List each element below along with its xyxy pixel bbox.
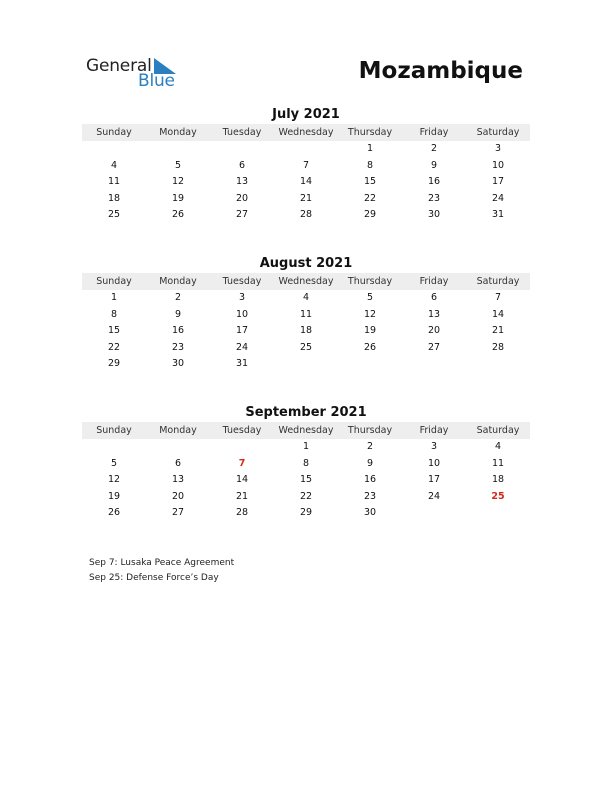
day-cell: 12 — [171, 176, 185, 188]
weekday-label: Saturday — [476, 425, 520, 436]
day-cell: 16 — [171, 325, 185, 337]
empty-day-cell — [402, 505, 466, 522]
weekday-label: Monday — [159, 127, 197, 138]
day-cell: 13 — [427, 308, 441, 320]
day-cell: 9 — [366, 457, 374, 469]
day-cell: 2 — [366, 441, 374, 452]
day-cell: 20 — [171, 490, 185, 502]
day-cell: 11 — [491, 457, 505, 469]
day-cell: 2 — [174, 292, 182, 303]
day-cell: 27 — [235, 209, 249, 221]
weekday-label: Monday — [159, 276, 197, 287]
day-cell: 30 — [427, 209, 441, 221]
day-cell: 3 — [238, 292, 246, 303]
day-cell: 7 — [494, 292, 502, 303]
day-cell: 11 — [107, 176, 121, 188]
day-cell: 28 — [491, 341, 505, 353]
day-cell: 31 — [235, 358, 249, 370]
day-cell: 29 — [107, 358, 121, 370]
week-row — [82, 489, 530, 506]
weekday-label: Tuesday — [222, 276, 262, 287]
day-cell: 23 — [427, 192, 441, 204]
day-cell: 15 — [299, 474, 313, 486]
day-cell: 9 — [430, 159, 438, 171]
weekday-header — [82, 124, 530, 141]
day-cell: 6 — [174, 457, 182, 469]
day-cell: 24 — [235, 341, 249, 353]
empty-day-cell — [274, 356, 338, 373]
day-cell: 21 — [491, 325, 505, 337]
week-row — [82, 323, 530, 340]
logo-text-blue: Blue — [138, 71, 175, 91]
weekday-label: Wednesday — [278, 127, 334, 138]
day-cell: 17 — [235, 325, 249, 337]
weekday-label: Friday — [419, 276, 449, 287]
day-cell: 5 — [174, 159, 182, 171]
day-cell: 12 — [363, 308, 377, 320]
empty-day-cell — [466, 505, 530, 522]
empty-day-cell — [82, 439, 146, 456]
empty-day-cell — [466, 356, 530, 373]
day-cell: 6 — [430, 292, 438, 303]
day-cell: 26 — [363, 341, 377, 353]
day-cell: 6 — [238, 159, 246, 171]
day-cell: 22 — [107, 341, 121, 353]
day-cell: 8 — [366, 159, 374, 171]
day-cell: 25 — [299, 341, 313, 353]
day-cell: 18 — [491, 474, 505, 486]
day-cell: 22 — [363, 192, 377, 204]
day-cell: 14 — [299, 176, 313, 188]
day-cell: 15 — [107, 325, 121, 337]
weekday-label: Thursday — [347, 276, 393, 287]
day-cell: 13 — [235, 176, 249, 188]
weekday-header — [82, 273, 530, 290]
day-cell: 14 — [491, 308, 505, 320]
weekday-label: Wednesday — [278, 276, 334, 287]
day-cell: 10 — [427, 457, 441, 469]
day-cell: 16 — [427, 176, 441, 188]
day-cell: 1 — [110, 292, 118, 303]
month-title: September 2021 — [245, 405, 367, 420]
logo — [86, 56, 186, 92]
month-title: August 2021 — [259, 256, 353, 271]
day-cell: 7 — [302, 159, 310, 171]
day-cell: 28 — [235, 507, 249, 519]
day-cell: 3 — [494, 143, 502, 154]
day-cell: 3 — [430, 441, 438, 452]
day-cell: 18 — [107, 192, 121, 204]
empty-day-cell — [338, 356, 402, 373]
day-cell: 31 — [491, 209, 505, 221]
day-cell: 17 — [491, 176, 505, 188]
day-cell: 23 — [363, 490, 377, 502]
day-cell: 30 — [363, 507, 377, 519]
day-cell: 27 — [171, 507, 185, 519]
weekday-label: Sunday — [96, 276, 132, 287]
holiday-note: Sep 25: Defense Force’s Day — [89, 572, 219, 583]
month-calendar — [82, 404, 530, 522]
day-cell: 4 — [302, 292, 310, 303]
empty-day-cell — [146, 439, 210, 456]
day-cell: 2 — [430, 143, 438, 154]
empty-day-cell — [402, 356, 466, 373]
weekday-label: Friday — [419, 127, 449, 138]
day-cell: 21 — [235, 490, 249, 502]
weekday-label: Tuesday — [222, 425, 262, 436]
day-cell: 28 — [299, 209, 313, 221]
day-cell: 12 — [107, 474, 121, 486]
day-cell: 10 — [235, 308, 249, 320]
week-row — [82, 340, 530, 357]
day-cell: 19 — [107, 490, 121, 502]
day-cell: 9 — [174, 308, 182, 320]
week-row — [82, 439, 530, 456]
day-cell: 30 — [171, 358, 185, 370]
day-cell: 19 — [171, 192, 185, 204]
day-cell: 4 — [110, 159, 118, 171]
month-title: July 2021 — [272, 107, 340, 122]
weekday-label: Saturday — [476, 127, 520, 138]
day-cell: 5 — [110, 457, 118, 469]
day-cell: 27 — [427, 341, 441, 353]
weekday-label: Thursday — [347, 127, 393, 138]
day-cell: 22 — [299, 490, 313, 502]
day-cell: 8 — [110, 308, 118, 320]
weekday-label: Saturday — [476, 276, 520, 287]
day-cell: 14 — [235, 474, 249, 486]
day-cell: 7 — [238, 457, 246, 469]
weekday-label: Friday — [419, 425, 449, 436]
week-row — [82, 191, 530, 208]
day-cell: 1 — [302, 441, 310, 452]
week-row — [82, 174, 530, 191]
day-cell: 19 — [363, 325, 377, 337]
day-cell: 17 — [427, 474, 441, 486]
weekday-label: Tuesday — [222, 127, 262, 138]
weekday-label: Sunday — [96, 425, 132, 436]
day-cell: 13 — [171, 474, 185, 486]
empty-day-cell — [82, 141, 146, 158]
weekday-label: Thursday — [347, 425, 393, 436]
month-calendar — [82, 106, 530, 224]
day-cell: 16 — [363, 474, 377, 486]
week-row — [82, 456, 530, 473]
day-cell: 1 — [366, 143, 374, 154]
day-cell: 18 — [299, 325, 313, 337]
country-title: Mozambique — [358, 58, 523, 84]
empty-day-cell — [274, 141, 338, 158]
week-row — [82, 141, 530, 158]
day-cell: 10 — [491, 159, 505, 171]
empty-day-cell — [210, 439, 274, 456]
holiday-note: Sep 7: Lusaka Peace Agreement — [89, 558, 235, 568]
day-cell: 20 — [235, 192, 249, 204]
holiday-notes — [89, 556, 234, 585]
week-row — [82, 505, 530, 522]
month-calendar — [82, 255, 530, 373]
day-cell: 20 — [427, 325, 441, 337]
day-cell: 24 — [491, 192, 505, 204]
week-row — [82, 472, 530, 489]
day-cell: 23 — [171, 341, 185, 353]
day-cell: 25 — [491, 490, 505, 502]
week-row — [82, 207, 530, 224]
day-cell: 5 — [366, 292, 374, 303]
day-cell: 21 — [299, 192, 313, 204]
day-cell: 26 — [107, 507, 121, 519]
day-cell: 24 — [427, 490, 441, 502]
weekday-label: Wednesday — [278, 425, 334, 436]
day-cell: 15 — [363, 176, 377, 188]
day-cell: 29 — [299, 507, 313, 519]
day-cell: 29 — [363, 209, 377, 221]
week-row — [82, 158, 530, 175]
weekday-header — [82, 422, 530, 439]
day-cell: 4 — [494, 441, 502, 452]
empty-day-cell — [146, 141, 210, 158]
weekday-label: Sunday — [96, 127, 132, 138]
empty-day-cell — [210, 141, 274, 158]
day-cell: 8 — [302, 457, 310, 469]
week-row — [82, 290, 530, 307]
week-row — [82, 307, 530, 324]
day-cell: 26 — [171, 209, 185, 221]
week-row — [82, 356, 530, 373]
day-cell: 11 — [299, 308, 313, 320]
logo-text-general: General — [86, 56, 152, 76]
day-cell: 25 — [107, 209, 121, 221]
weekday-label: Monday — [159, 425, 197, 436]
